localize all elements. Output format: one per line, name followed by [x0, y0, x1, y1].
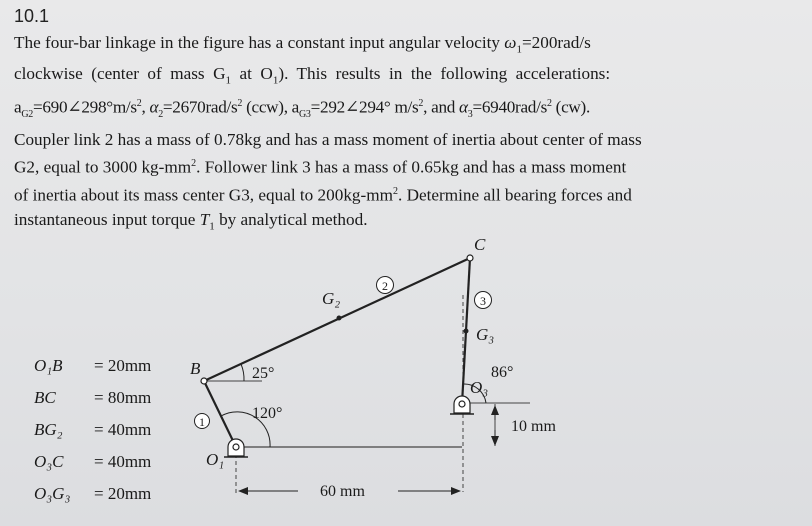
text-line-6: of inertia about its mass center G3, equal to $200kg-mm^2$. Determine all bearing forces and — [14, 185, 632, 205]
dim-label-10: 10 mm — [511, 418, 556, 435]
dimension-name: O₃C — [34, 452, 64, 471]
text-line-7: instantaneous input torque $T_1$ by analytical method. — [14, 209, 368, 233]
text-line-2: clockwise (center of mass $G_1$ at $O_1$). This results in the following accelerations: — [14, 63, 611, 87]
joint-b — [201, 378, 207, 384]
link-1-crank — [204, 381, 236, 447]
angle-label-25: 25° — [252, 365, 275, 382]
text-line-4: Coupler link 2 has a mass of 0.78kg and has a mass moment of inertia about center of mass — [14, 129, 642, 149]
angle-label-86: 86° — [491, 364, 514, 381]
svg-text:1: 1 — [199, 415, 205, 429]
svg-text:3: 3 — [480, 294, 486, 308]
ground-pivot-o1 — [224, 439, 248, 457]
dimension-name: O₃G₃ — [34, 484, 71, 503]
dimension-name: BC — [34, 388, 56, 407]
svg-text:2: 2 — [382, 279, 388, 293]
label-o3: O₃ — [470, 378, 489, 397]
angle-arc-25 — [241, 364, 244, 381]
link-number-2 — [377, 277, 394, 294]
dimension-value: = 20mm — [94, 356, 152, 375]
label-b: B — [190, 359, 201, 378]
ground-pivot-o3 — [450, 396, 474, 414]
text-line-3: $a_{G2}=690\angle 298^\circ m/s^2$, $\alpha_2=2670rad/s^2$ (ccw), $a_{G3}=292\angle 294^\circ$ $m/s^2$, and $\alpha_3=6940rad/s^2$ (cw). — [14, 98, 590, 121]
dimension-name: BG₂ — [34, 420, 63, 439]
text-line-1: The four-bar linkage in the figure has a constant input angular velocity $\omega_1=200rad/s$ — [14, 33, 591, 56]
label-g2: G₂ — [322, 289, 341, 308]
center-g3 — [464, 329, 469, 334]
dimension-name: O₁B — [34, 356, 63, 375]
link-number-1 — [195, 414, 210, 430]
dimension-value: = 40mm — [94, 420, 152, 439]
dimension-value: = 40mm — [94, 452, 152, 471]
angle-label-120: 120° — [252, 405, 283, 422]
dim-label-60: 60 mm — [320, 483, 365, 500]
text-line-5: G2, equal to 3000 $kg-mm^2$. Follower link 3 has a mass of 0.65kg and has a mass moment — [14, 157, 627, 177]
dimension-value: = 20mm — [94, 484, 152, 503]
label-c: C — [474, 235, 486, 254]
label-g3: G₃ — [476, 325, 495, 344]
label-o1: O₁ — [206, 450, 225, 469]
problem-number: 10.1 — [14, 6, 50, 26]
joint-c — [467, 255, 473, 261]
link-number-3 — [475, 292, 492, 309]
center-g2 — [337, 316, 342, 321]
dimension-value: = 80mm — [94, 388, 152, 407]
